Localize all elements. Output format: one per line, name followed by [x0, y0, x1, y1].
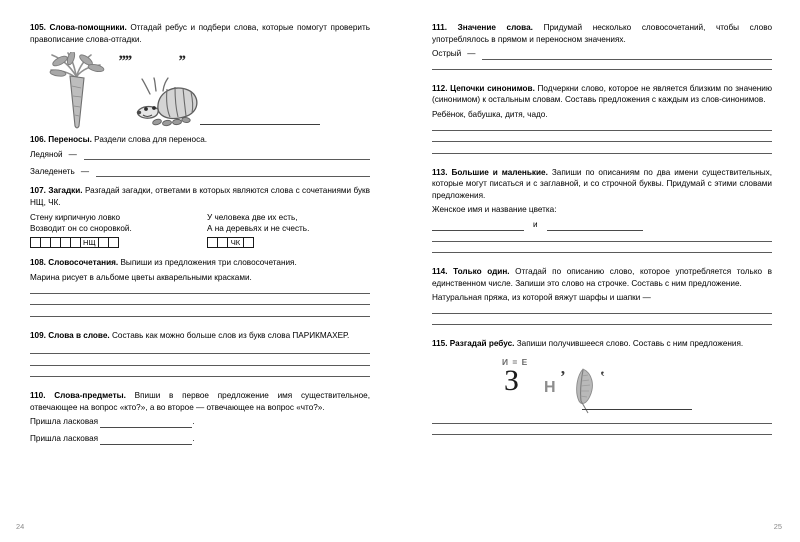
riddle-column-1 — [30, 212, 193, 249]
exercise-113 — [432, 167, 772, 253]
exercise-114 — [432, 266, 772, 325]
exercise-112-number: 112. — [432, 83, 448, 93]
exercise-115-answer-line[interactable] — [582, 409, 692, 410]
letter-cell-fixed: НЩ — [80, 237, 99, 248]
exercise-109-title: Слова в слове. — [48, 330, 110, 340]
exercise-106-item-2-dash: — — [80, 166, 89, 176]
exercise-110-fill-sentence-2 — [30, 433, 370, 445]
rebus-ticks-right: ’’ — [178, 53, 186, 71]
answer-line[interactable] — [432, 324, 772, 325]
exercise-113-conjunction: и — [533, 219, 538, 229]
exercise-110-heading — [30, 390, 370, 413]
answer-line[interactable] — [432, 423, 772, 424]
exercise-115-body: Запиши получившееся слово. Составь с ним предложения. — [516, 339, 744, 349]
answer-line[interactable] — [432, 241, 772, 242]
answer-line[interactable] — [30, 316, 370, 317]
answer-line[interactable] — [30, 293, 370, 294]
exercise-108-number: 108. — [30, 258, 46, 268]
answer-line[interactable] — [432, 69, 772, 70]
exercise-110-fill-sentence-1 — [30, 416, 370, 428]
exercise-109-number: 109. — [30, 330, 46, 340]
exercise-113-blank-name[interactable] — [432, 221, 524, 231]
rebus-apostrophe-left: ’ — [560, 366, 566, 386]
rebus-letter-n: Н — [544, 378, 556, 396]
answer-line[interactable] — [432, 153, 772, 154]
exercise-114-body: Отгадай по описанию слово, которое употребляется только в единственном числе. Запиши это слово на строчке. Составь с ним предложение. — [432, 267, 772, 288]
rebus-apostrophe-right: ’ — [600, 368, 605, 385]
exercise-112-title: Цепочки синонимов. — [450, 83, 535, 93]
fill-sentence-1-blank[interactable] — [100, 417, 195, 428]
exercise-107 — [30, 185, 370, 248]
exercise-113-number: 113. — [432, 167, 448, 177]
exercise-110-title: Слова-предметы. — [54, 391, 126, 401]
exercise-106-item-1-label: Ледяной — [30, 149, 63, 159]
exercise-111-item-1-dash: — — [467, 49, 476, 59]
exercise-110 — [30, 390, 370, 444]
answer-line[interactable] — [432, 141, 772, 142]
exercise-112-body: Подчеркни слово, которое не является близким по значению (синонимом) к остальным словам. Составь предложения с каждым из слов-синонимов. — [432, 83, 773, 105]
exercise-114-number: 114. — [432, 267, 448, 277]
exercise-106-body: Раздели слова для переноса. — [94, 135, 208, 145]
exercise-115-heading — [432, 338, 772, 350]
exercise-111-title: Значение слова. — [457, 23, 533, 32]
exercise-107-riddles — [30, 212, 370, 249]
exercise-115-rebus-figure — [432, 353, 772, 423]
rebus-letter-z: З — [504, 363, 520, 397]
exercise-105-answer-line[interactable] — [200, 124, 320, 125]
exercise-108-body: Выпиши из предложения три словосочетания. — [120, 258, 297, 268]
exercise-106-title: Переносы. — [48, 135, 92, 145]
page-number-right: 25 — [773, 522, 782, 531]
exercise-111-item-1-blank[interactable] — [482, 51, 772, 60]
answer-line[interactable] — [432, 313, 772, 314]
exercise-105 — [30, 22, 370, 134]
exercise-107-body: Разгадай загадки, ответами в которых являются слова с сочетаниями букв НЩ, ЧК. — [30, 186, 370, 208]
rebus-equation: И = Е — [502, 356, 529, 367]
exercise-106-item-2-blank[interactable] — [96, 168, 370, 177]
exercise-113-heading — [432, 167, 772, 202]
rebus-ticks-left: ’’’’ — [118, 53, 132, 71]
fill-sentence-2-blank[interactable] — [100, 434, 195, 445]
fill-sentence-1-prefix: Пришла ласковая — [30, 417, 99, 427]
exercise-113-answer-pair — [432, 219, 772, 231]
answer-line[interactable] — [30, 365, 370, 366]
exercise-105-body: Отгадай ребус и подбери слова, которые помогут проверить правописание слова-отгадки. — [30, 23, 370, 44]
exercise-106 — [30, 134, 370, 177]
exercise-111-item-1 — [432, 48, 772, 60]
exercise-113-body: Запиши по описаниям по два имени существительных, которые могут писаться и с заглавной, и со строчной буквы. Придумай с этими словами предложения. — [432, 167, 773, 200]
exercise-106-number: 106. — [30, 135, 46, 145]
exercise-109 — [30, 330, 370, 378]
answer-line[interactable] — [30, 304, 370, 305]
exercise-106-item-1-blank[interactable] — [84, 151, 370, 160]
exercise-106-item-2 — [30, 166, 370, 178]
exercise-111-heading — [432, 22, 772, 45]
exercise-107-number: 107. — [30, 186, 46, 196]
riddle-1-line-2: Возводит он со сноровкой. — [30, 224, 132, 234]
fill-sentence-2-suffix: . — [192, 434, 195, 444]
exercise-108-title: Словосочетания. — [48, 258, 119, 268]
exercise-105-rebus-figure — [30, 48, 370, 134]
exercise-110-body: Впиши в первое предложение имя существительное, отвечающее на вопрос «кто?», а во второе — отвечающее на вопрос «что?». — [30, 391, 370, 412]
letter-cell[interactable] — [243, 237, 254, 248]
carrot-icon — [48, 52, 110, 135]
riddle-column-2 — [207, 212, 370, 249]
exercise-114-title: Только один. — [453, 267, 510, 277]
exercise-113-blank-flower[interactable] — [547, 221, 643, 231]
riddle-1-line-1: Стену кирпичную ловко — [30, 212, 121, 222]
letter-cell-fixed: ЧК — [227, 237, 244, 248]
feather-icon — [568, 367, 598, 420]
exercise-108-heading — [30, 257, 370, 269]
answer-line[interactable] — [432, 130, 772, 131]
exercise-108 — [30, 257, 370, 316]
hedgehog-icon — [130, 76, 202, 133]
exercise-112-heading — [432, 83, 772, 106]
riddle-2-answer-boxes[interactable] — [207, 237, 370, 248]
exercise-111 — [432, 22, 772, 70]
exercise-111-body: Придумай несколько словосочетаний, чтобы слово употреблялось в прямом и переносном значениях. — [432, 23, 773, 44]
exercise-115 — [432, 338, 772, 435]
exercise-112 — [432, 83, 772, 154]
page-number-left: 24 — [16, 522, 25, 531]
exercise-113-prompt: Женское имя и название цветка: — [432, 205, 557, 215]
fill-sentence-1-suffix: . — [192, 417, 195, 427]
exercise-105-number: 105. — [30, 23, 46, 32]
answer-line[interactable] — [432, 252, 772, 253]
exercise-106-item-1-dash: — — [68, 149, 77, 159]
riddle-2-line-2: А на деревьях и не счесть. — [207, 224, 310, 234]
exercise-114-heading — [432, 266, 772, 289]
exercise-106-item-1 — [30, 149, 370, 161]
exercise-111-number: 111. — [432, 23, 448, 32]
exercise-106-heading — [30, 134, 370, 146]
fill-sentence-2-prefix: Пришла ласковая — [30, 434, 99, 444]
exercise-107-title: Загадки. — [48, 186, 83, 196]
right-page — [400, 0, 800, 542]
exercise-109-body: Составь как можно больше слов из букв слова ПАРИКМАХЕР. — [111, 330, 350, 340]
answer-line[interactable] — [30, 376, 370, 377]
answer-line[interactable] — [30, 353, 370, 354]
exercise-111-item-1-label: Острый — [432, 49, 462, 59]
exercise-106-item-2-label: Заледенеть — [30, 166, 75, 176]
riddle-1-answer-boxes[interactable] — [30, 237, 193, 248]
exercise-110-number: 110. — [30, 391, 46, 401]
exercise-105-heading — [30, 22, 370, 45]
exercise-112-sentence: Ребёнок, бабушка, дитя, чадо. — [432, 109, 548, 119]
exercise-114-sentence: Натуральная пряжа, из которой вяжут шарфы и шапки — — [432, 293, 651, 303]
exercise-107-heading — [30, 185, 370, 208]
exercise-109-heading — [30, 330, 370, 342]
exercise-105-title: Слова-помощники. — [49, 23, 127, 32]
exercise-115-number: 115. — [432, 339, 448, 349]
answer-line[interactable] — [432, 434, 772, 435]
letter-cell[interactable] — [108, 237, 119, 248]
exercise-115-title: Разгадай ребус. — [449, 339, 515, 349]
exercise-113-title: Большие и маленькие. — [451, 167, 548, 177]
exercise-108-sentence: Марина рисует в альбоме цветы акварельными красками. — [30, 273, 252, 283]
riddle-2-line-1: У человека две их есть, — [207, 212, 298, 222]
